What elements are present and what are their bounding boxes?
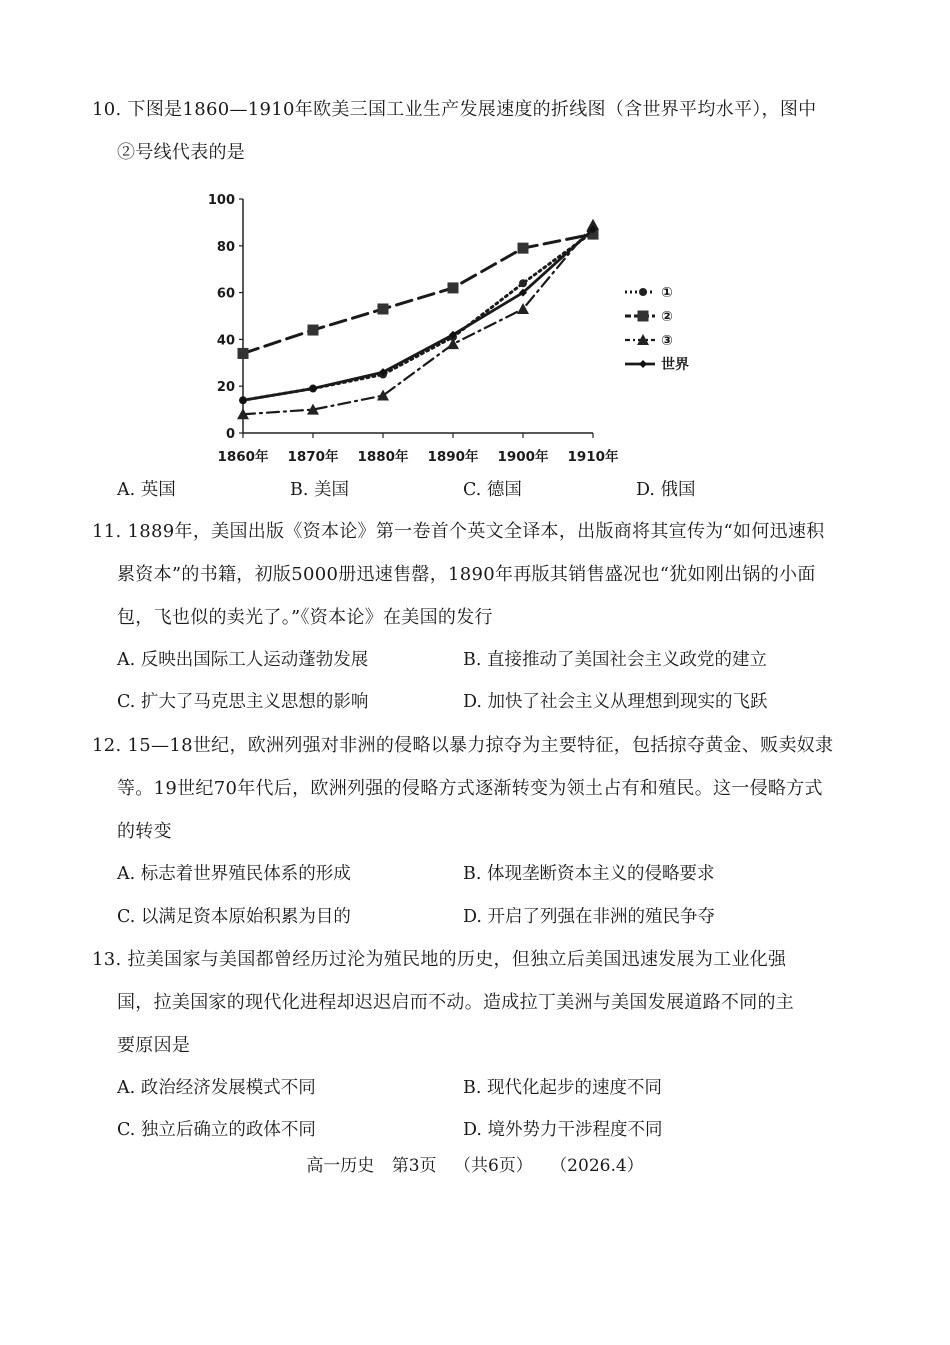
x-tick-label: 1890年 xyxy=(427,449,479,465)
legend-item xyxy=(625,333,673,349)
x-tick-label: 1900年 xyxy=(497,449,549,465)
q11-stem-line-1: 11. 1889年，美国出版《资本论》第一卷首个英文全译本，出版商将其宣传为“如何迅速积 xyxy=(92,521,825,542)
q10-option-b[interactable]: B. 美国 xyxy=(290,480,349,500)
chart-legend xyxy=(625,285,689,373)
q12-option-b[interactable]: B. 体现垄断资本主义的侵略要求 xyxy=(463,864,715,884)
data-point xyxy=(639,288,647,296)
footer-page: 第3页 xyxy=(391,1156,437,1176)
q13-option-b[interactable]: B. 现代化起步的速度不同 xyxy=(463,1078,662,1098)
series-line xyxy=(243,234,593,353)
q11-stem-line-2: 累资本”的书籍，初版5000册迅速售罄，1890年再版其销售盛况也“犹如刚出锅的小面 xyxy=(117,564,816,585)
q11-option-c[interactable]: C. 扩大了马克思主义思想的影响 xyxy=(117,692,369,712)
legend-item xyxy=(625,309,673,325)
data-point xyxy=(308,325,319,336)
y-tick-label: 80 xyxy=(216,239,235,255)
q10-option-a[interactable]: A. 英国 xyxy=(117,480,176,500)
series-4 xyxy=(239,225,597,404)
q13-option-d[interactable]: D. 境外势力干涉程度不同 xyxy=(463,1120,663,1140)
x-axis-ticks xyxy=(217,433,619,465)
q12-option-a[interactable]: A. 标志着世界殖民体系的形成 xyxy=(117,864,351,884)
q13-stem-line-2: 国，拉美国家的现代化进程却迟迟启而不动。造成拉丁美洲与美国发展道路不同的主 xyxy=(117,992,795,1013)
data-point xyxy=(518,243,529,254)
y-tick-label: 20 xyxy=(216,380,235,396)
q12-stem-line-3: 的转变 xyxy=(117,821,172,842)
data-point xyxy=(638,311,649,322)
series-line xyxy=(243,225,593,415)
legend-label: 世界 xyxy=(661,357,689,373)
series-3 xyxy=(237,219,599,420)
q12-stem-line-1: 12. 15—18世纪，欧洲列强对非洲的侵略以暴力掠夺为主要特征，包括掠夺黄金、贩卖奴隶 xyxy=(92,735,834,756)
data-point xyxy=(639,360,647,368)
q12-option-d[interactable]: D. 开启了列强在非洲的殖民争夺 xyxy=(463,907,716,927)
q11-option-b[interactable]: B. 直接推动了美国社会主义政党的建立 xyxy=(463,650,767,670)
x-tick-label: 1870年 xyxy=(287,449,339,465)
industrial-growth-line-chart xyxy=(200,180,720,480)
data-point xyxy=(238,348,249,359)
q10-option-d[interactable]: D. 俄国 xyxy=(636,480,696,500)
legend-label: ② xyxy=(661,309,673,325)
data-point xyxy=(378,303,389,314)
y-tick-label: 60 xyxy=(216,286,235,302)
x-tick-label: 1910年 xyxy=(567,449,619,465)
legend-label: ① xyxy=(661,285,673,301)
q13-stem-line-1: 13. 拉美国家与美国都曾经历过沦为殖民地的历史，但独立后美国迅速发展为工业化强 xyxy=(92,949,787,970)
data-point xyxy=(448,282,459,293)
q10-stem-line-2: ②号线代表的是 xyxy=(117,142,246,163)
q12-option-c[interactable]: C. 以满足资本原始积累为目的 xyxy=(117,907,351,927)
q13-stem-line-3: 要原因是 xyxy=(117,1035,191,1056)
y-tick-label: 100 xyxy=(207,193,235,208)
y-axis-ticks xyxy=(208,193,243,442)
series-line xyxy=(243,229,593,400)
q11-option-a[interactable]: A. 反映出国际工人运动蓬勃发展 xyxy=(117,650,369,670)
q13-option-a[interactable]: A. 政治经济发展模式不同 xyxy=(117,1078,316,1098)
legend-item xyxy=(625,357,689,373)
legend-item xyxy=(625,285,673,301)
chart-series-lines xyxy=(237,219,599,420)
page-footer xyxy=(0,1154,950,1178)
footer-date: （2026.4） xyxy=(550,1156,644,1176)
y-tick-label: 0 xyxy=(225,427,235,442)
series-1 xyxy=(239,228,597,404)
q12-stem-line-2: 等。19世纪70年代后，欧洲列强的侵略方式逐渐转变为领土占有和殖民。这一侵略方式 xyxy=(117,778,823,799)
series-line xyxy=(243,232,593,400)
chart-axes xyxy=(243,199,593,433)
footer-subject: 高一历史 xyxy=(306,1156,375,1176)
data-point xyxy=(519,279,527,287)
q13-option-c[interactable]: C. 独立后确立的政体不同 xyxy=(117,1120,316,1140)
footer-total: （共6页） xyxy=(453,1156,533,1176)
legend-label: ③ xyxy=(661,333,673,349)
x-tick-label: 1860年 xyxy=(217,449,269,465)
q11-option-d[interactable]: D. 加快了社会主义从理想到现实的飞跃 xyxy=(463,692,768,712)
q10-option-c[interactable]: C. 德国 xyxy=(463,480,522,500)
q10-stem-line-1: 10. 下图是1860—1910年欧美三国工业生产发展速度的折线图（含世界平均水平），图中 xyxy=(92,99,817,120)
x-tick-label: 1880年 xyxy=(357,449,409,465)
q11-stem-line-3: 包，飞也似的卖光了。”《资本论》在美国的发行 xyxy=(117,607,493,628)
series-2 xyxy=(238,229,599,359)
y-tick-label: 40 xyxy=(216,333,235,349)
